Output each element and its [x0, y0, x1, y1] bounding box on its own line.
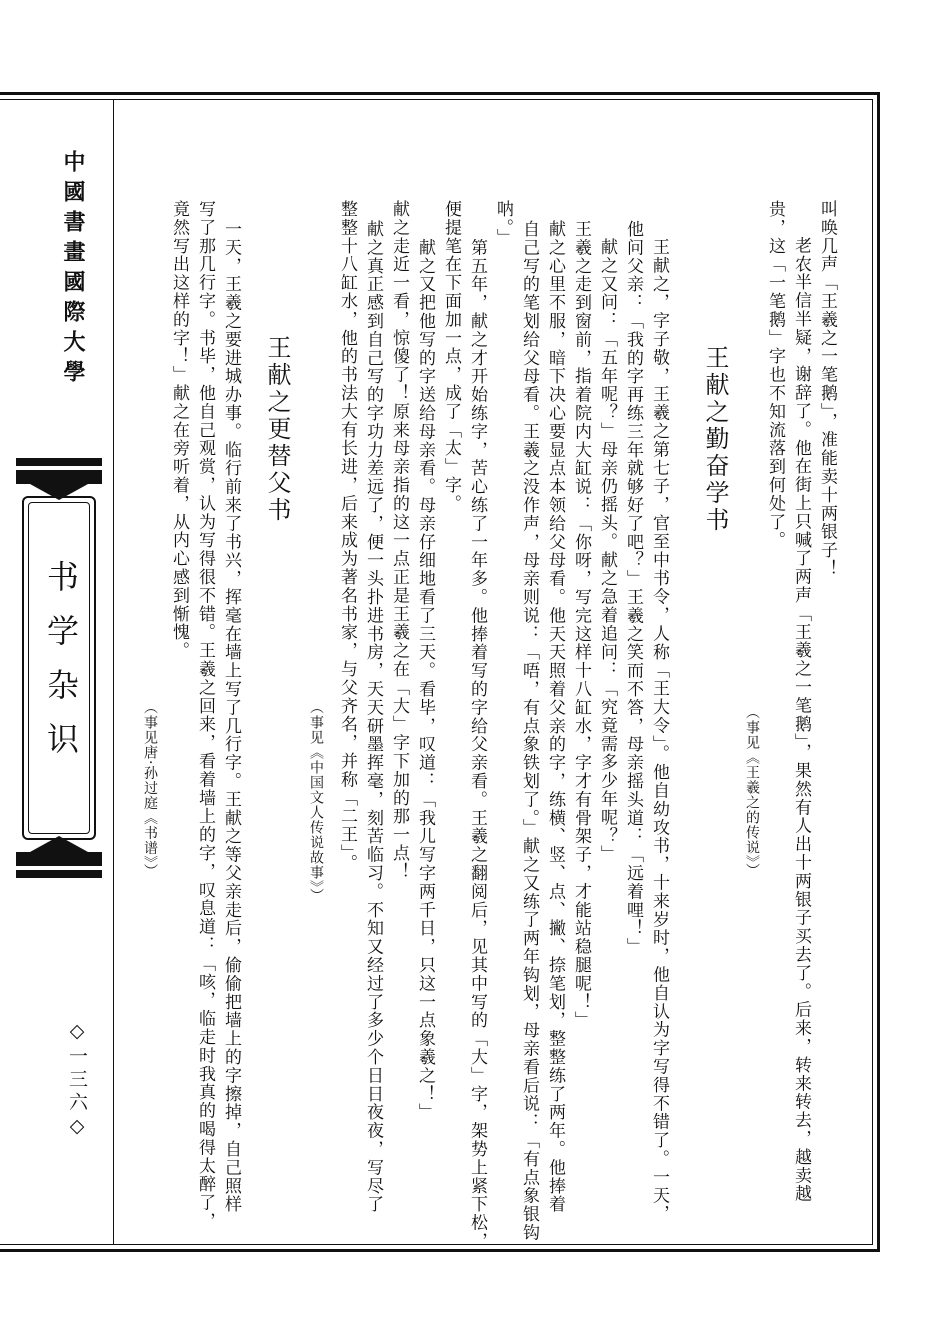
- ornament-chevron-bottom: [30, 836, 88, 852]
- text-column: 叫唤几声「王羲之一笔鹅」，准能卖十两银子！: [817, 200, 837, 578]
- ornament-band-top: [16, 458, 102, 466]
- page-number: ◇一三六◇: [66, 1020, 88, 1141]
- page-border-inner: [0, 99, 873, 1245]
- source-note: （事见唐·孙过庭《书谱》）: [142, 700, 158, 879]
- text-column: 献之又问：「五年呢？」母亲仍摇头。献之急着追问：「究竟需多少年呢？」: [597, 238, 617, 864]
- section-title: 书学杂识: [42, 560, 80, 776]
- story-title: 王献之更替父书: [263, 335, 291, 524]
- text-column: 竟然写出这样的字！」献之在旁听着，从内心感到惭愧。: [169, 200, 189, 660]
- text-column: 自己写的笔划给父母看。王羲之没作声，母亲则说：「唔，有点象铁划了。」献之又练了两年钩划，母亲看后说：「有点象银钩: [519, 220, 539, 1242]
- source-note: （事见《王羲之的传说》）: [744, 705, 760, 878]
- text-column: 呐。」: [493, 200, 513, 247]
- source-note: （事见《中国文人传说故事》）: [308, 700, 324, 903]
- text-column: 写了那几行字。书毕，他自己观赏，认为写得很不错。王羲之回来，看着墙上的字，叹息道：「咳，临走时我真的喝得太醉了，: [195, 200, 215, 1231]
- text-column: 献之心里不服，暗下决心要显点本领给父母看。他天天照着父亲的字，练横、竖、点、撇、捺笔划，整整练了两年。他捧着: [545, 220, 565, 1214]
- text-column: 一天，王羲之要进城办事。临行前来了书兴，挥毫在墙上写了几行字。王献之等父亲走后，偷偷把墙上的字擦掉，自己照样: [221, 220, 241, 1214]
- text-column: 便提笔在下面加一点，成了「太」字。: [441, 200, 461, 513]
- university-title: 中國書畫國際大學: [60, 150, 86, 390]
- text-column: 献之真正感到自己写的字功力差远了，便一头扑进书房，天天研墨挥毫，刻苦临习。不知又经过了多少个日日夜夜，写尽了: [363, 220, 383, 1214]
- text-column: 王献之，字子敬，王羲之第七子，官至中书令，人称「王大令」。他自幼攻书，十来岁时，他自认为字写得不错了。一天，: [649, 238, 669, 1224]
- ornament-band-top-2: [16, 470, 102, 484]
- text-column: 献之又把他写的字送给母亲看。母亲仔细地看了三天。看毕，叹道：「我儿写字两千日，只这一点象羲之！」: [415, 220, 435, 1122]
- text-column: 整整十八缸水，他的书法大有长进，后来成为著名书家，与父齐名，并称「二王」。: [337, 200, 357, 873]
- ornament-band-bottom: [16, 852, 102, 866]
- text-column: 献之走近一看，惊傻了！原来母亲指的这一点正是王羲之在「大」字下加的那一点！: [389, 200, 409, 881]
- story-title: 王献之勤奋学书: [701, 345, 729, 534]
- text-column: 贵，这「一笔鹅」字也不知流落到何处了。: [765, 200, 785, 550]
- ornament-band-bottom-2: [16, 870, 102, 878]
- text-column: 老农半信半疑，谢辞了。他在街上只喊了两声「王羲之一笔鹅」，果然有人出十两银子买去了。后来，转来转去，越卖越: [791, 218, 811, 1204]
- text-column: 王羲之走到窗前，指着院内大缸说：「你呀，写完这样十八缸水，字才有骨架子，才能站稳腿呢！」: [571, 220, 591, 1030]
- text-column: 第五年，献之才开始练字，苦心练了一年多。他捧着写的字给父亲看。王羲之翻阅后，见其中写的「大」字，架势上紧下松，: [467, 220, 487, 1251]
- sidebar-divider: [113, 99, 114, 1245]
- text-column: 他问父亲：「我的字再练三年就够好了吧？」王羲之笑而不答，母亲摇头道：「远着哩！」: [623, 220, 643, 956]
